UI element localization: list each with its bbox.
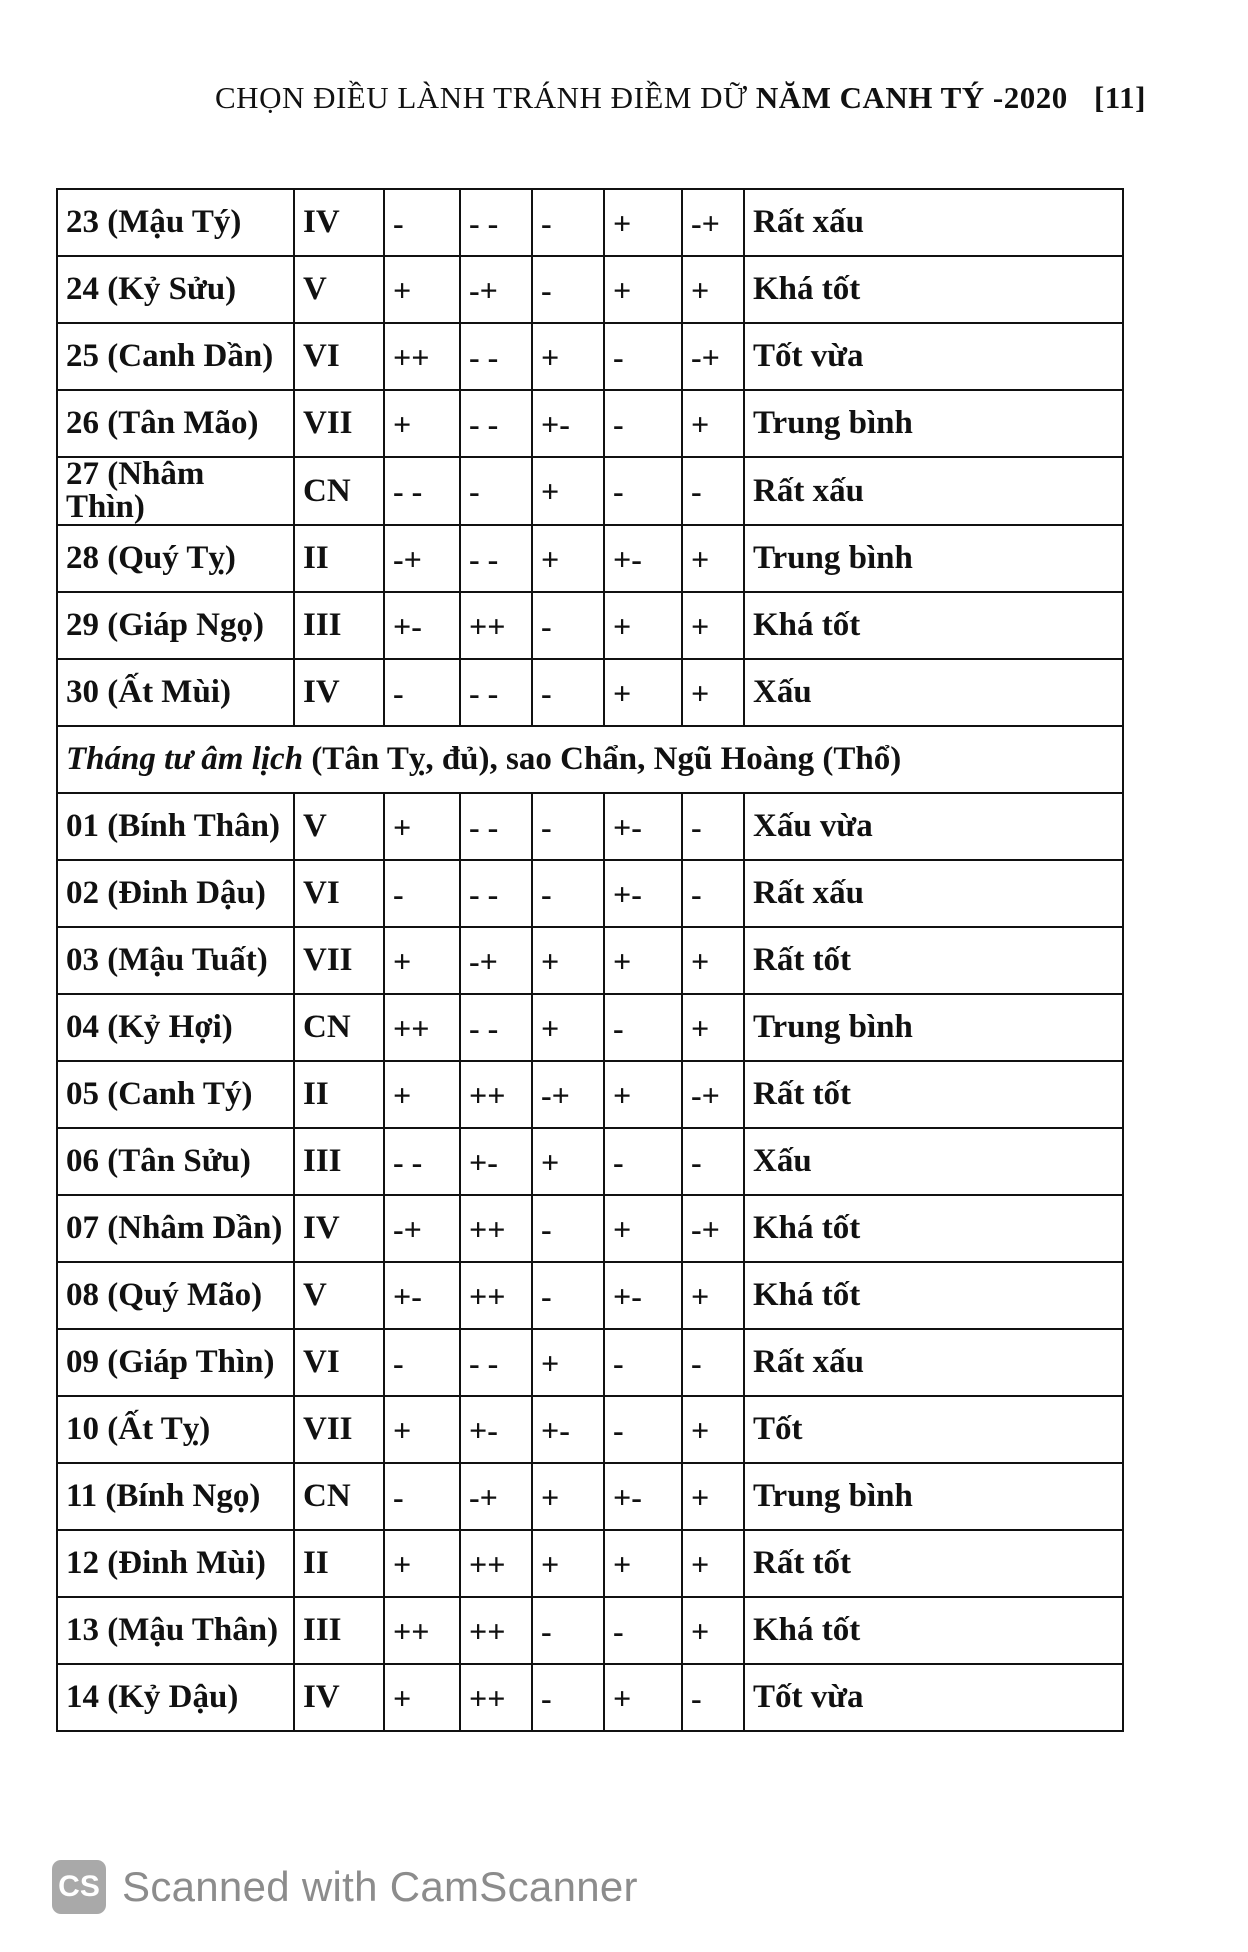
page-header	[215, 80, 1200, 116]
weekday-cell: VI	[294, 323, 384, 390]
mark-cell-3: +	[532, 1463, 604, 1530]
mark-cell-5: -	[682, 457, 744, 525]
weekday-cell: IV	[294, 659, 384, 726]
day-cell: 01 (Bính Thân)	[57, 793, 294, 860]
mark-cell-3: -	[532, 1664, 604, 1731]
mark-cell-1: -	[384, 1329, 460, 1396]
day-cell: 28 (Quý Tỵ)	[57, 525, 294, 592]
table-row	[57, 1530, 1123, 1597]
mark-cell-2: - -	[460, 189, 532, 256]
mark-cell-3: +	[532, 1128, 604, 1195]
day-cell: 30 (Ất Mùi)	[57, 659, 294, 726]
mark-cell-3: -	[532, 1597, 604, 1664]
mark-cell-3: -	[532, 793, 604, 860]
weekday-cell: CN	[294, 1463, 384, 1530]
mark-cell-5: -	[682, 1664, 744, 1731]
mark-cell-3: +	[532, 927, 604, 994]
mark-cell-1: +	[384, 927, 460, 994]
weekday-cell: II	[294, 525, 384, 592]
table-row	[57, 860, 1123, 927]
weekday-cell: V	[294, 793, 384, 860]
day-cell: 04 (Kỷ Hợi)	[57, 994, 294, 1061]
mark-cell-5: -+	[682, 189, 744, 256]
day-cell: 27 (Nhâm Thìn)	[57, 457, 294, 525]
mark-cell-3: +	[532, 994, 604, 1061]
mark-cell-3: -	[532, 256, 604, 323]
mark-cell-2: - -	[460, 323, 532, 390]
mark-cell-2: -	[460, 457, 532, 525]
rating-cell: Trung bình	[744, 525, 1123, 592]
mark-cell-3: +	[532, 1530, 604, 1597]
mark-cell-5: +	[682, 1463, 744, 1530]
table-row	[57, 1128, 1123, 1195]
mark-cell-3: +	[532, 525, 604, 592]
weekday-cell: III	[294, 1128, 384, 1195]
rating-cell: Khá tốt	[744, 1195, 1123, 1262]
mark-cell-2: -+	[460, 1463, 532, 1530]
mark-cell-5: +	[682, 927, 744, 994]
camscanner-watermark	[52, 1858, 638, 1916]
rating-cell: Tốt	[744, 1396, 1123, 1463]
mark-cell-1: +	[384, 1530, 460, 1597]
mark-cell-5: -+	[682, 1195, 744, 1262]
camscanner-text: Scanned with CamScanner	[122, 1863, 638, 1910]
mark-cell-2: - -	[460, 1329, 532, 1396]
mark-cell-4: -	[604, 1128, 682, 1195]
mark-cell-4: +	[604, 256, 682, 323]
table-row	[57, 457, 1123, 525]
page-number: [11]	[1093, 80, 1146, 115]
table-row	[57, 1396, 1123, 1463]
mark-cell-3: +-	[532, 1396, 604, 1463]
section-header-row	[57, 726, 1123, 793]
rating-cell: Trung bình	[744, 1463, 1123, 1530]
mark-cell-5: +	[682, 659, 744, 726]
mark-cell-2: ++	[460, 1530, 532, 1597]
section-header-cell	[57, 726, 1123, 793]
rating-cell: Rất xấu	[744, 189, 1123, 256]
mark-cell-5: -+	[682, 1061, 744, 1128]
rating-cell: Khá tốt	[744, 256, 1123, 323]
day-cell: 07 (Nhâm Dần)	[57, 1195, 294, 1262]
mark-cell-2: -+	[460, 256, 532, 323]
mark-cell-4: -	[604, 1597, 682, 1664]
mark-cell-1: +	[384, 793, 460, 860]
mark-cell-1: +-	[384, 1262, 460, 1329]
rating-cell: Rất tốt	[744, 1061, 1123, 1128]
weekday-cell: IV	[294, 189, 384, 256]
mark-cell-4: +	[604, 189, 682, 256]
mark-cell-2: +-	[460, 1128, 532, 1195]
day-cell: 11 (Bính Ngọ)	[57, 1463, 294, 1530]
day-cell: 12 (Đinh Mùi)	[57, 1530, 294, 1597]
weekday-cell: VI	[294, 1329, 384, 1396]
mark-cell-4: -	[604, 994, 682, 1061]
table-row	[57, 189, 1123, 256]
camscanner-logo: CS	[52, 1860, 106, 1914]
day-cell: 25 (Canh Dần)	[57, 323, 294, 390]
mark-cell-2: ++	[460, 592, 532, 659]
weekday-cell: IV	[294, 1664, 384, 1731]
rows-after-section	[57, 793, 1123, 1731]
mark-cell-5: +	[682, 1530, 744, 1597]
mark-cell-4: -	[604, 457, 682, 525]
day-cell: 29 (Giáp Ngọ)	[57, 592, 294, 659]
mark-cell-5: +	[682, 1597, 744, 1664]
day-cell: 10 (Ất Tỵ)	[57, 1396, 294, 1463]
mark-cell-2: - -	[460, 659, 532, 726]
mark-cell-1: -	[384, 189, 460, 256]
mark-cell-2: - -	[460, 860, 532, 927]
table-row	[57, 390, 1123, 457]
mark-cell-1: +	[384, 1664, 460, 1731]
day-cell: 03 (Mậu Tuất)	[57, 927, 294, 994]
rating-cell: Rất xấu	[744, 457, 1123, 525]
mark-cell-4: +-	[604, 860, 682, 927]
mark-cell-5: -	[682, 860, 744, 927]
weekday-cell: VII	[294, 1396, 384, 1463]
mark-cell-4: -	[604, 1396, 682, 1463]
mark-cell-1: - -	[384, 1128, 460, 1195]
day-cell: 02 (Đinh Dậu)	[57, 860, 294, 927]
mark-cell-1: ++	[384, 1597, 460, 1664]
rating-cell: Xấu vừa	[744, 793, 1123, 860]
rating-cell: Rất tốt	[744, 927, 1123, 994]
mark-cell-2: ++	[460, 1597, 532, 1664]
weekday-cell: II	[294, 1530, 384, 1597]
mark-cell-4: -	[604, 323, 682, 390]
table-row	[57, 1262, 1123, 1329]
mark-cell-2: - -	[460, 994, 532, 1061]
table-row	[57, 1061, 1123, 1128]
table-row	[57, 592, 1123, 659]
mark-cell-3: -+	[532, 1061, 604, 1128]
weekday-cell: VII	[294, 390, 384, 457]
mark-cell-5: -	[682, 1329, 744, 1396]
mark-cell-5: +	[682, 1262, 744, 1329]
mark-cell-2: ++	[460, 1061, 532, 1128]
mark-cell-4: +	[604, 1664, 682, 1731]
mark-cell-5: -	[682, 793, 744, 860]
mark-cell-3: -	[532, 860, 604, 927]
mark-cell-4: +	[604, 1061, 682, 1128]
mark-cell-4: +	[604, 927, 682, 994]
section-month-label: Tháng tư âm lịch	[66, 741, 304, 777]
day-cell: 13 (Mậu Thân)	[57, 1597, 294, 1664]
table-row	[57, 793, 1123, 860]
mark-cell-3: +-	[532, 390, 604, 457]
day-cell: 05 (Canh Tý)	[57, 1061, 294, 1128]
table-row	[57, 1329, 1123, 1396]
mark-cell-4: +	[604, 659, 682, 726]
day-cell: 26 (Tân Mão)	[57, 390, 294, 457]
mark-cell-1: +-	[384, 592, 460, 659]
day-cell: 23 (Mậu Tý)	[57, 189, 294, 256]
mark-cell-3: +	[532, 457, 604, 525]
table-row	[57, 525, 1123, 592]
mark-cell-2: -+	[460, 927, 532, 994]
weekday-cell: II	[294, 1061, 384, 1128]
weekday-cell: VII	[294, 927, 384, 994]
table-row	[57, 927, 1123, 994]
mark-cell-4: +-	[604, 1262, 682, 1329]
day-cell: 14 (Kỷ Dậu)	[57, 1664, 294, 1731]
mark-cell-3: -	[532, 1195, 604, 1262]
mark-cell-4: +-	[604, 525, 682, 592]
weekday-cell: V	[294, 256, 384, 323]
rating-cell: Khá tốt	[744, 592, 1123, 659]
day-cell: 06 (Tân Sửu)	[57, 1128, 294, 1195]
mark-cell-1: +	[384, 256, 460, 323]
mark-cell-3: -	[532, 659, 604, 726]
mark-cell-3: -	[532, 1262, 604, 1329]
rating-cell: Tốt vừa	[744, 1664, 1123, 1731]
weekday-cell: VI	[294, 860, 384, 927]
mark-cell-2: +-	[460, 1396, 532, 1463]
month-section	[57, 726, 1123, 793]
weekday-cell: V	[294, 1262, 384, 1329]
table-row	[57, 1597, 1123, 1664]
rating-cell: Trung bình	[744, 390, 1123, 457]
mark-cell-5: +	[682, 256, 744, 323]
mark-cell-3: +	[532, 1329, 604, 1396]
almanac-table	[56, 188, 1124, 1732]
mark-cell-4: -	[604, 390, 682, 457]
rating-cell: Xấu	[744, 1128, 1123, 1195]
mark-cell-1: -	[384, 860, 460, 927]
table-row	[57, 1463, 1123, 1530]
weekday-cell: III	[294, 1597, 384, 1664]
mark-cell-5: +	[682, 1396, 744, 1463]
mark-cell-2: ++	[460, 1195, 532, 1262]
rating-cell: Rất tốt	[744, 1530, 1123, 1597]
mark-cell-1: ++	[384, 994, 460, 1061]
rating-cell: Khá tốt	[744, 1597, 1123, 1664]
mark-cell-4: +-	[604, 1463, 682, 1530]
header-title-plain: CHỌN ĐIỀU LÀNH TRÁNH ĐIỀM DỮ	[215, 80, 748, 115]
rating-cell: Xấu	[744, 659, 1123, 726]
table-row	[57, 659, 1123, 726]
mark-cell-2: ++	[460, 1262, 532, 1329]
weekday-cell: III	[294, 592, 384, 659]
mark-cell-3: -	[532, 189, 604, 256]
mark-cell-1: +	[384, 390, 460, 457]
table-row	[57, 1664, 1123, 1731]
rating-cell: Rất xấu	[744, 1329, 1123, 1396]
mark-cell-3: -	[532, 592, 604, 659]
mark-cell-3: +	[532, 323, 604, 390]
table-row	[57, 323, 1123, 390]
rating-cell: Khá tốt	[744, 1262, 1123, 1329]
day-cell: 08 (Quý Mão)	[57, 1262, 294, 1329]
section-month-details: (Tân Tỵ, đủ), sao Chẩn, Ngũ Hoàng (Thổ)	[303, 741, 902, 777]
mark-cell-2: - -	[460, 390, 532, 457]
weekday-cell: CN	[294, 994, 384, 1061]
mark-cell-2: - -	[460, 793, 532, 860]
day-cell: 24 (Kỷ Sửu)	[57, 256, 294, 323]
mark-cell-5: +	[682, 390, 744, 457]
mark-cell-1: -	[384, 1463, 460, 1530]
mark-cell-1: -+	[384, 1195, 460, 1262]
rating-cell: Rất xấu	[744, 860, 1123, 927]
mark-cell-4: +	[604, 1530, 682, 1597]
weekday-cell: IV	[294, 1195, 384, 1262]
table-row	[57, 1195, 1123, 1262]
mark-cell-5: -+	[682, 323, 744, 390]
mark-cell-1: +	[384, 1061, 460, 1128]
mark-cell-5: +	[682, 994, 744, 1061]
mark-cell-1: -+	[384, 525, 460, 592]
mark-cell-2: ++	[460, 1664, 532, 1731]
mark-cell-4: +	[604, 1195, 682, 1262]
mark-cell-4: +	[604, 592, 682, 659]
mark-cell-1: +	[384, 1396, 460, 1463]
header-title-bold: NĂM CANH TÝ -2020	[755, 80, 1068, 115]
mark-cell-2: - -	[460, 525, 532, 592]
rating-cell: Trung bình	[744, 994, 1123, 1061]
table-row	[57, 256, 1123, 323]
mark-cell-5: +	[682, 592, 744, 659]
mark-cell-4: -	[604, 1329, 682, 1396]
mark-cell-1: ++	[384, 323, 460, 390]
mark-cell-5: -	[682, 1128, 744, 1195]
day-cell: 09 (Giáp Thìn)	[57, 1329, 294, 1396]
mark-cell-1: - -	[384, 457, 460, 525]
weekday-cell: CN	[294, 457, 384, 525]
mark-cell-1: -	[384, 659, 460, 726]
rows-before-section	[57, 189, 1123, 726]
rating-cell: Tốt vừa	[744, 323, 1123, 390]
table-row	[57, 994, 1123, 1061]
mark-cell-4: +-	[604, 793, 682, 860]
mark-cell-5: +	[682, 525, 744, 592]
